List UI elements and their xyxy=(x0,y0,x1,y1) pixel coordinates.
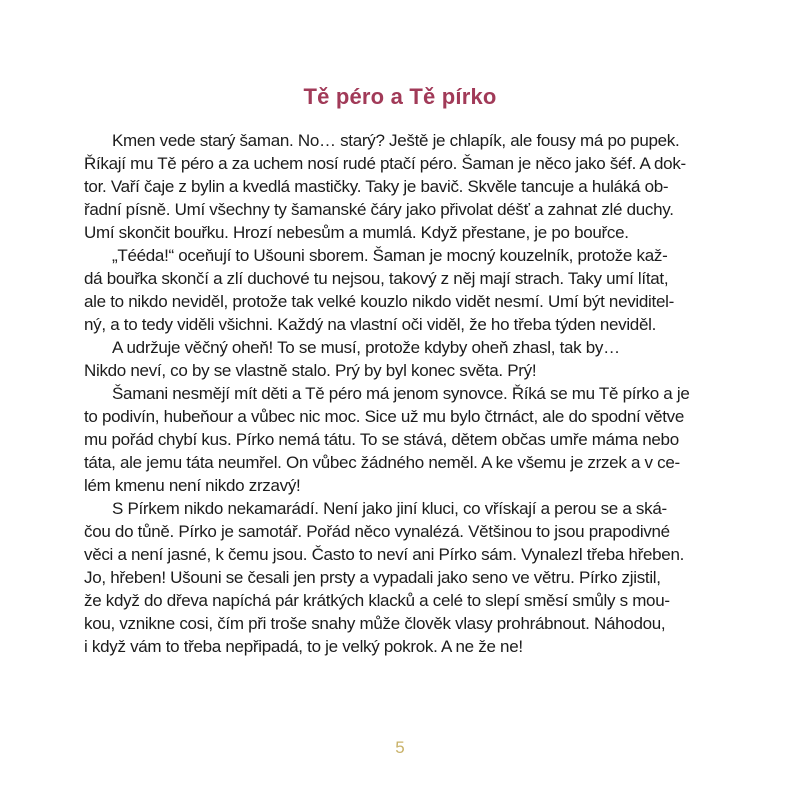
text-line: kou, vznikne cosi, čím při troše snahy může člověk vlasy prohrábnout. Náhodou, xyxy=(84,614,666,633)
chapter-title: Tě péro a Tě pírko xyxy=(303,84,497,109)
text-line: Umí skončit bouřku. Hrozí nebesům a mumlá. Když přestane, je po bouřce. xyxy=(84,223,629,242)
text-line: Kmen vede starý šaman. No… starý? Ještě je chlapík, ale fousy má po pupek. xyxy=(112,131,680,150)
paragraph xyxy=(84,382,724,497)
paragraph xyxy=(84,244,724,336)
page-number: 5 xyxy=(395,738,405,757)
text-line: řadní písně. Umí všechny ty šamanské čáry jako přivolat déšť a zahnat zlé duchy. xyxy=(84,200,674,219)
story-text xyxy=(84,129,724,658)
text-line: lém kmenu není nikdo zrzavý! xyxy=(84,476,301,495)
text-line: Nikdo neví, co by se vlastně stalo. Prý by byl konec světa. Prý! xyxy=(84,361,537,380)
text-line: věci a není jasné, k čemu jsou. Často to neví ani Pírko sám. Vynalezl třeba hřeben. xyxy=(84,545,685,564)
text-line: S Pírkem nikdo nekamarádí. Není jako jiní kluci, co vřískají a perou se a ská- xyxy=(112,499,667,518)
paragraph xyxy=(84,336,724,382)
text-line: ný, a to tedy viděli všichni. Každý na vlastní oči viděl, že ho třeba týden neviděl. xyxy=(84,315,657,334)
text-line: „Tééda!“ oceňují to Ušouni sborem. Šaman je mocný kouzelník, protože kaž- xyxy=(112,246,668,265)
text-line: A udržuje věčný oheň! To se musí, protože kdyby oheň zhasl, tak by… xyxy=(112,338,620,357)
text-line: Jo, hřeben! Ušouni se česali jen prsty a vypadali jako seno ve větru. Pírko zjistil, xyxy=(84,568,661,587)
text-line: čou do tůně. Pírko je samotář. Pořád něco vynalézá. Většinou to jsou prapodivné xyxy=(84,522,670,541)
text-line: ale to nikdo neviděl, protože tak velké kouzlo nikdo vidět nesmí. Umí být neviditel- xyxy=(84,292,674,311)
paragraph xyxy=(84,497,724,658)
text-line: i když vám to třeba nepřipadá, to je velký pokrok. A ne že ne! xyxy=(84,637,523,656)
text-line: mu pořád chybí kus. Pírko nemá tátu. To se stává, dětem občas umře máma nebo xyxy=(84,430,679,449)
text-line: tor. Vaří čaje z bylin a kvedlá mastičky. Taky je bavič. Skvěle tancuje a huláká ob- xyxy=(84,177,669,196)
text-line: Šamani nesmějí mít děti a Tě péro má jenom synovce. Říká se mu Tě pírko a je xyxy=(112,384,690,403)
text-line: to podivín, hubeňour a vůbec nic moc. Sice už mu bylo čtrnáct, ale do spodní větve xyxy=(84,407,685,426)
paragraph xyxy=(84,129,724,244)
text-line: dá bouřka skončí a zlí duchové tu nejsou, takový z něj mají strach. Taky umí lítat, xyxy=(84,269,669,288)
text-line: táta, ale jemu táta neumřel. On vůbec žádného neměl. A ke všemu je zrzek a v ce- xyxy=(84,453,680,472)
text-line: Říkají mu Tě péro a za uchem nosí rudé ptačí péro. Šaman je něco jako šéf. A dok- xyxy=(84,154,686,173)
text-line: že když do dřeva napíchá pár krátkých klacků a celé to slepí směsí smůly s mou- xyxy=(84,591,670,610)
